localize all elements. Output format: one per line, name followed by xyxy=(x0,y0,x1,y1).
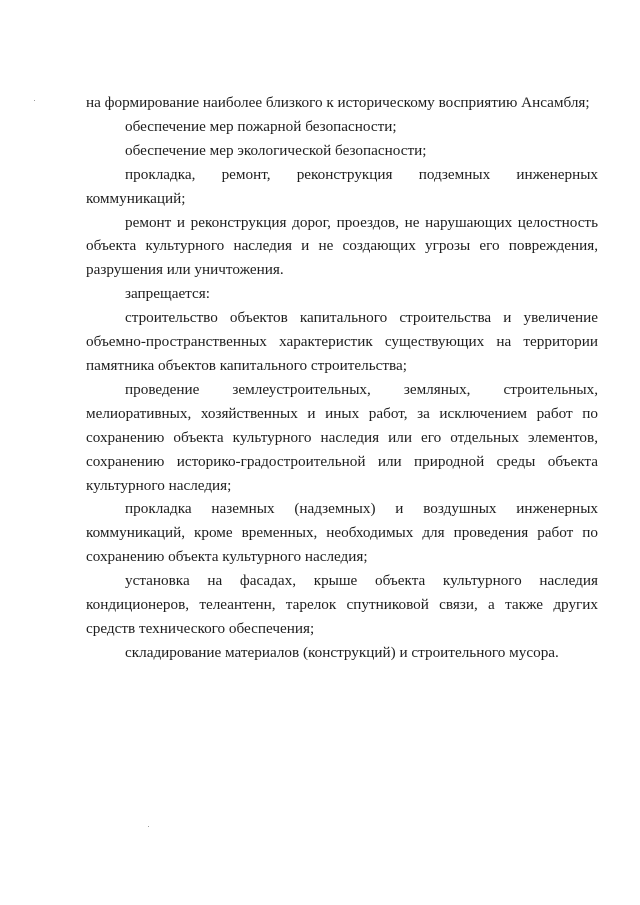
scan-speck xyxy=(34,100,35,101)
paragraph-road-repair: ремонт и реконструкция дорог, проездов, не нарушающих целостность объекта культурного наследия и не создающих угрозы его повреждения, разрушения или уничтожения. xyxy=(86,213,598,279)
paragraph-fire-safety: обеспечение мер пожарной безопасности; xyxy=(125,117,397,135)
paragraph-underground-utilities: прокладка, ремонт, реконструкция подземных инженерных коммуникаций; xyxy=(86,165,598,207)
paragraph-ecological-safety: обеспечение мер экологической безопасности; xyxy=(125,141,427,159)
paragraph-prohibited-heading: запрещается: xyxy=(125,285,210,303)
paragraph-material-storage: складирование материалов (конструкций) и строительного мусора. xyxy=(125,643,559,661)
paragraph-overhead-utilities: прокладка наземных (надземных) и воздушных инженерных коммуникаций, кроме временных, необходимых для проведения работ по сохранению объекта культурного наследия; xyxy=(86,500,598,566)
paragraph-ensemble-perception: на формирование наиболее близкого к историческому восприятию Ансамбля; xyxy=(86,94,590,111)
paragraph-facade-equipment: установка на фасадах, крыше объекта культурного наследия кондиционеров, телеантенн, тарелок спутниковой связи, а также других средств технического обеспечения; xyxy=(86,572,598,637)
paragraph-capital-construction: строительство объектов капитального строительства и увеличение объемно-пространственных характеристик существующих на территории памятника объектов капитального строительства; xyxy=(86,309,598,374)
paragraph-earthworks: проведение землеустроительных, земляных, строительных, мелиоративных, хозяйственных и иных работ, за исключением работ по сохранению объекта культурного наследия или его отдельных элементов, сохранению историко-градостроительной или природной среды объекта культурного наследия; xyxy=(86,380,598,494)
document-body xyxy=(86,91,598,665)
scan-speck xyxy=(148,826,149,827)
